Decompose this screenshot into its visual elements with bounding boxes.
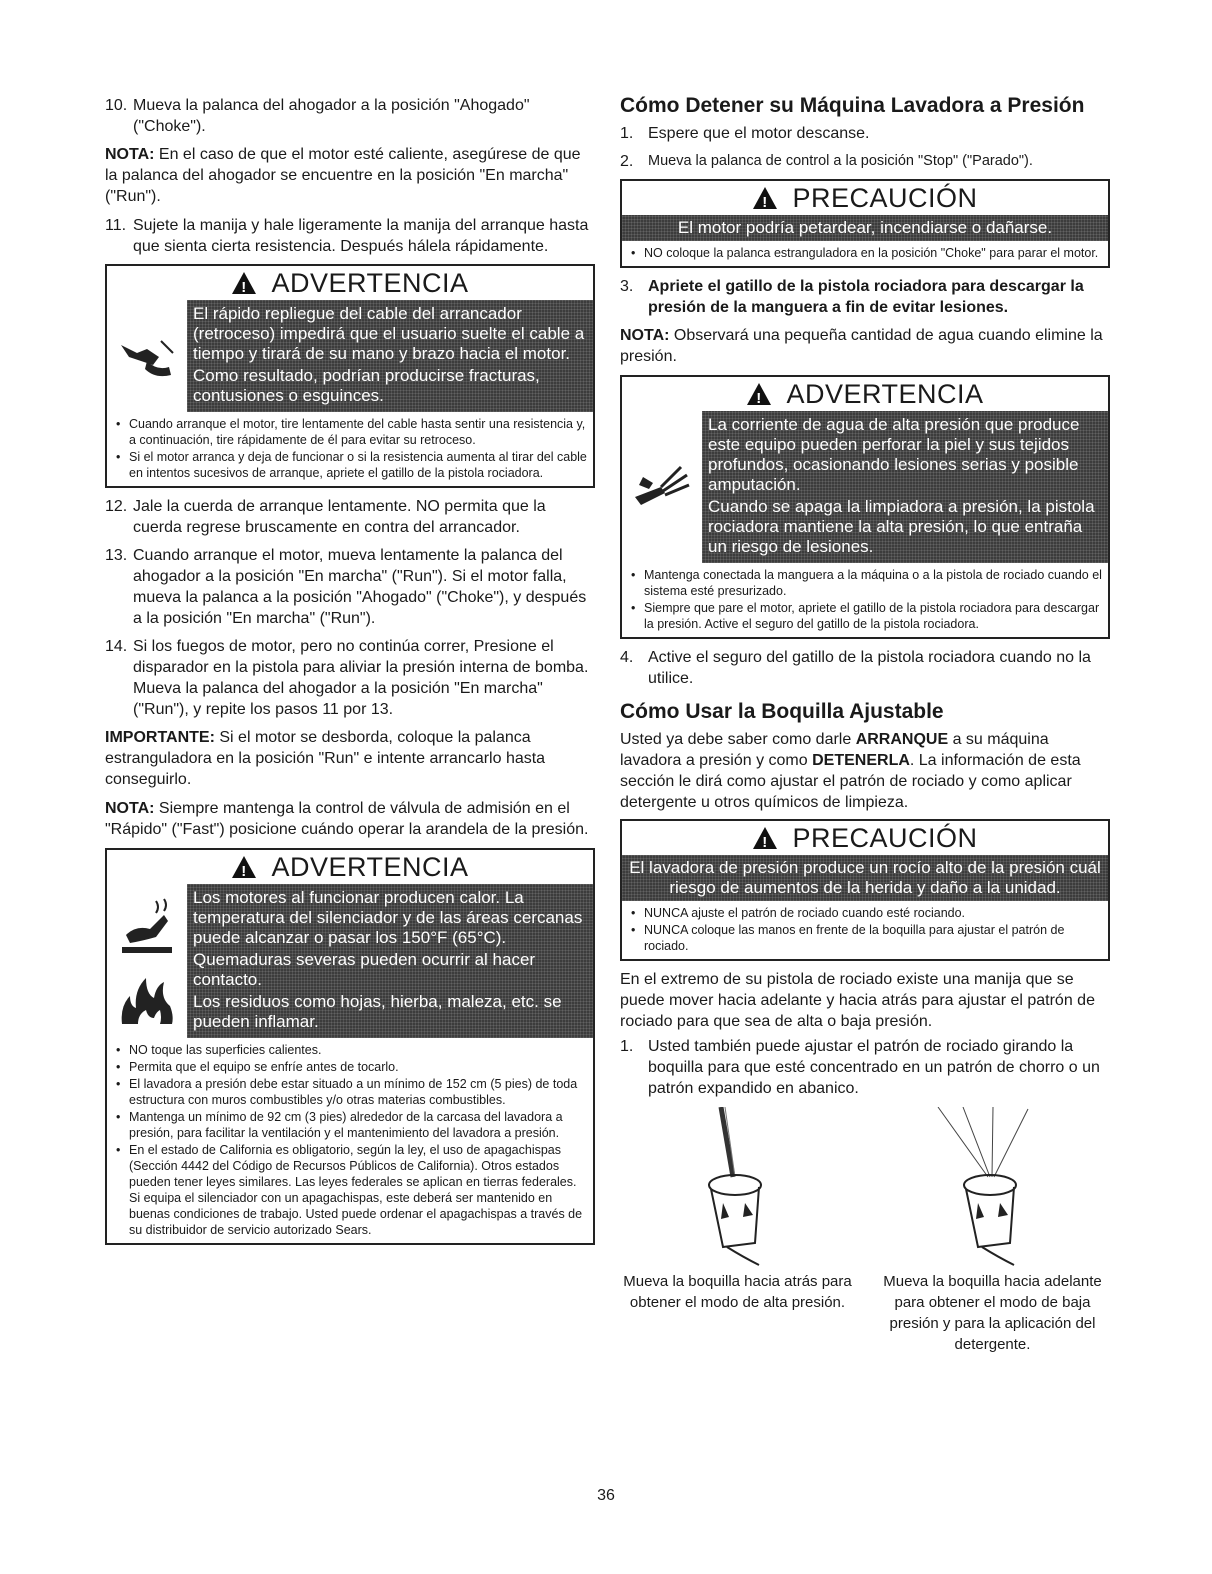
- fire-icon: [116, 966, 178, 1028]
- step-3: 3. Apriete el gatillo de la pistola rociadora para descargar la presión de la manguera a fin de evitar lesiones.: [620, 278, 1084, 316]
- nozzle-paragraph: En el extremo de su pistola de rociado existe una manija que se puede mover hacia adelante y hacia atrás para ajustar el patrón de rociado para que sea de alta o baja presión.: [620, 971, 1095, 1030]
- step-12: 12. Jale la cuerda de arranque lentamente. NO permita que la cuerda regrese bruscamente en contra del arrancador.: [105, 498, 546, 536]
- svg-text:!: !: [241, 863, 248, 879]
- caution-box-nozzle: ! PRECAUCIÓN El lavadora de presión produce un rocío alto de la presión cuál riesgo de aumentos de la herida y daño a la unidad. • NUNCA ajuste el patrón de rociado cuando esté rociando. • NUNCA coloque las manos en frente de la boquilla para ajustar el patrón de rociado.: [620, 819, 1110, 961]
- warning-triangle-icon: [231, 271, 257, 295]
- svg-text:!: !: [762, 194, 769, 210]
- heading-nozzle: Cómo Usar la Boquilla Ajustable: [620, 700, 944, 723]
- step-14: 14. Si los fuegos de motor, pero no continúa correr, Presione el disparador en la pistola para aliviar la presión interna de bomba. Mueva la palanca del ahogador a la posición "En marcha" ("Run"), y repite los pasos 11 por 13.: [105, 638, 589, 718]
- stop-step-1: 1. Espere que el motor descanse.: [620, 125, 870, 142]
- recoil-hand-icon: [117, 331, 177, 381]
- warning-triangle-icon: [746, 382, 772, 406]
- caution-title: PRECAUCIÓN: [792, 182, 978, 213]
- svg-text:!: !: [241, 279, 248, 295]
- warning-box-recoil: ! ADVERTENCIA El rápido repliegue del cable del arrancador (retroceso) impedirá que el usuario suelte el cable a tiempo y tirará de su mano y brazo hacia el motor. Como resultado, podrían producirse fracturas, contusiones o esguinces. • Cuando arranque el motor, tire lentamente del cable hasta sentir una resistencia y, a continuación, tire rápidamente de él para evitar su retroceso. • Si el motor arranca y deja de funcionar o si la resistencia aumenta al tirar del cable en intentos sucesivos de arranque, apriete el gatillo de la pistola rociadora.: [105, 264, 595, 488]
- caution-triangle-icon: [752, 186, 778, 210]
- note-water: NOTA: Observará una pequeña cantidad de agua cuando elimine la presión.: [620, 327, 1103, 365]
- step-11: 11. Sujete la manija y hale ligeramente la manija del arranque hasta que sienta cierta resistencia. Después hálela rápidamente.: [105, 217, 589, 255]
- warning-box-heat: ! ADVERTENCIA Los motores al funcionar producen calor. La temperatura del silenciador y de las áreas cercanas puede alcanzar o pasar los 150°F (65°C). Quemaduras severas pueden ocurrir al hacer contacto. Los residuos como hojas, hierba, maleza, etc. se pueden inflamar. • NO toque las superficies calientes. • Permita que el equipo se enfríe antes de tocarlo. • El lavadora a presión debe estar situado a un mínimo de 152 cm (5 pies) de toda estructura con muros combustibles y/o otras materias combustibles. • Mantenga un mínimo de 92 cm (3 pies) alrededor de la carcasa del lavadora a presión, para facilitar la ventilación y el mantenimiento del lavadora a presión. • En el estado de California es obligatorio, según la ley, el uso de apagachispas (Sección 4442 del Código de Recursos Públicos de California). Otros estados pueden tener leyes similares. Las leyes federales se aplican en tierras federales. Si equipa el silenciador con un apagachispas, este deberá ser mantenido en buenas condiciones de trabajo. Usted puede ordenar el apagachispas a través de su distribuidor de servicio autorizado Sears.: [105, 848, 595, 1245]
- figure-low-pressure: Mueva la boquilla hacia adelante para obtener el modo de baja presión y para la aplicación del detergente.: [875, 1107, 1110, 1355]
- warning-triangle-icon: [231, 855, 257, 879]
- heading-stop: Cómo Detener su Máquina Lavadora a Presión: [620, 94, 1085, 117]
- svg-text:!: !: [762, 834, 769, 850]
- left-column: [105, 95, 595, 1253]
- warning-title: ADVERTENCIA: [271, 267, 469, 298]
- warning-title: ADVERTENCIA: [271, 851, 469, 882]
- note-fast: NOTA: Siempre mantenga la control de válvula de admisión en el "Rápido" ("Fast") posicione cuándo operar la arandela de la presión.: [105, 800, 589, 838]
- nozzle-high-pressure-illustration: [663, 1107, 813, 1267]
- nozzle-step-1: 1. Usted también puede ajustar el patrón de rociado girando la boquilla para que esté concentrado en un patrón de chorro o un patrón expandido en abanico.: [620, 1038, 1100, 1097]
- step-13: 13. Cuando arranque el motor, mueva lentamente la palanca del ahogador a la posición "En marcha" ("Run"). Si el motor falla, mueva la palanca a la posición "Ahogado" ("Choke"), y después a la posición "En marcha" ("Run").: [105, 547, 587, 627]
- caution-box-stop: ! PRECAUCIÓN El motor podría petardear, incendiarse o dañarse. • NO coloque la palanca estranguladora en la posición "Choke" para parar el motor.: [620, 179, 1110, 268]
- stop-step-2: 2. Mueva la palanca de control a la posición "Stop" ("Parado").: [620, 153, 1033, 170]
- hot-surface-icon: [116, 895, 178, 957]
- page-number: 36: [597, 1487, 615, 1504]
- nozzle-low-pressure-illustration: [918, 1107, 1068, 1267]
- note-choke: NOTA: En el caso de que el motor esté caliente, asegúrese de que la palanca del ahogador se encuentre en la posición "En marcha" ("Run").: [105, 146, 581, 205]
- caution-triangle-icon: [752, 826, 778, 850]
- step-4: 4. Active el seguro del gatillo de la pistola rociadora cuando no la utilice.: [620, 649, 1091, 687]
- right-column: [620, 95, 1110, 1355]
- important-note: IMPORTANTE: Si el motor se desborda, coloque la palanca estranguladora en la posición "Run" e intente arrancarlo hasta conseguirlo.: [105, 729, 546, 788]
- figure-high-pressure: Mueva la boquilla hacia atrás para obtener el modo de alta presión.: [620, 1107, 855, 1355]
- warning-box-pressure: ! ADVERTENCIA La corriente de agua de alta presión que produce este equipo pueden perforar la piel y sus tejidos profundos, ocasionando lesiones serias y posible amputación. Cuando se apaga la limpiadora a presión, la pistola rociadora mantiene la alta presión, lo que entraña un riesgo de lesiones. • Mantenga conectada la manguera a la máquina o a la pistola de rociado cuando el sistema esté presurizado. • Siempre que pare el motor, apriete el gatillo de la pistola rociadora para descargar la presión. Active el seguro del gatillo de la pistola rociadora.: [620, 375, 1110, 639]
- nozzle-intro: Usted ya debe saber como darle ARRANQUE a su máquina lavadora a presión y como DETENERLA. La información de esta sección le dirá como ajustar el patrón de rociado y como aplicar detergente u otros químicos de limpieza.: [620, 731, 1081, 811]
- svg-text:!: !: [756, 390, 763, 406]
- caution-title: PRECAUCIÓN: [792, 822, 978, 853]
- warning-title: ADVERTENCIA: [786, 378, 984, 409]
- step-10: 10. Mueva la palanca del ahogador a la posición "Ahogado" ("Choke").: [105, 97, 530, 135]
- injection-hazard-icon: [631, 457, 693, 517]
